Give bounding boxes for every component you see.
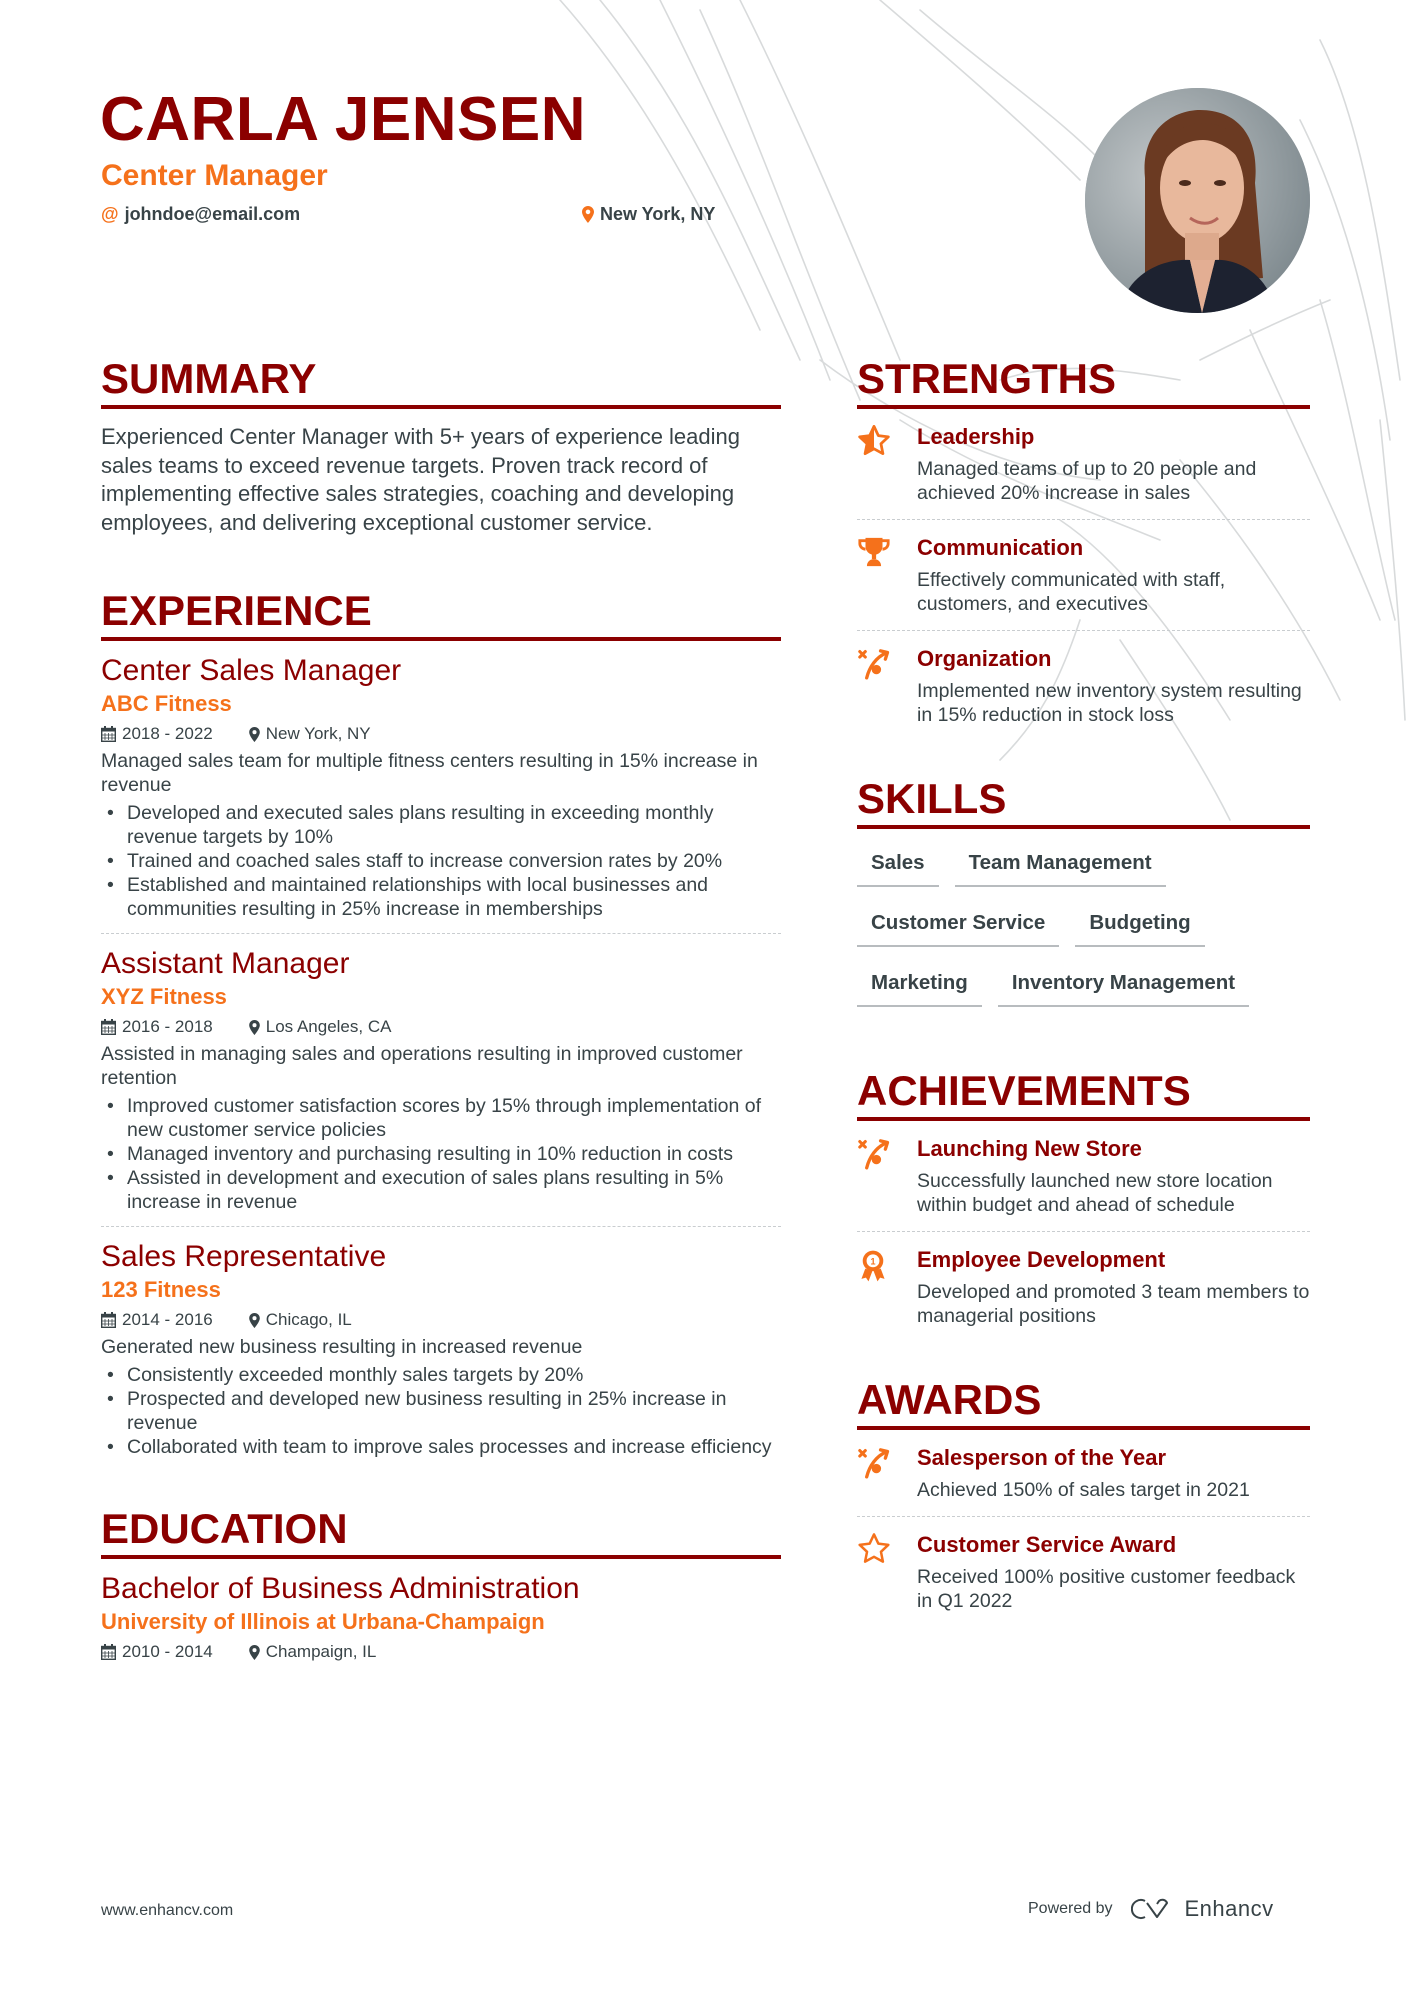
skill-tag: Sales [857, 843, 939, 887]
experience-item [101, 1227, 781, 1471]
award-description: Achieved 150% of sales target in 2021 [917, 1479, 1250, 1501]
job-dates: 2018 - 2022 [122, 724, 213, 744]
education-item [101, 1559, 781, 1679]
map-pin-icon [582, 206, 594, 223]
section-divider [857, 825, 1310, 829]
skill-tag: Inventory Management [998, 963, 1249, 1007]
strengths-section [857, 355, 1310, 741]
achievement-description: Successfully launched new store location within budget and ahead of schedule [917, 1170, 1273, 1216]
bullet-item: • Assisted in development and execution of sales plans resulting in 5% increase in revenue [101, 1166, 781, 1214]
job-role: Sales Representative [101, 1240, 387, 1274]
award-description: Received 100% positive customer feedback in Q1 2022 [917, 1566, 1296, 1612]
education-location: Champaign, IL [265, 1642, 377, 1662]
strength-description: Effectively communicated with staff, customers, and executives [917, 569, 1226, 615]
calendar-icon [101, 1019, 116, 1035]
skill-tag: Team Management [955, 843, 1166, 887]
experience-item [101, 641, 781, 934]
job-location: Chicago, IL [265, 1310, 352, 1330]
job-role: Assistant Manager [101, 947, 350, 981]
experience-section [101, 587, 781, 1471]
job-meta [101, 719, 781, 749]
summary-section [101, 355, 781, 537]
portrait-illustration [1085, 88, 1310, 313]
bullet-item: • Established and maintained relationships with local businesses and communities resulting in 25% increase in memberships [101, 873, 781, 921]
email-text: johndoe@email.com [124, 204, 301, 224]
award-item [857, 1517, 1310, 1627]
job-role: Center Sales Manager [101, 654, 402, 688]
map-pin-icon [249, 1020, 260, 1035]
star-outline-icon [857, 1533, 891, 1565]
strength-item [857, 520, 1310, 631]
job-meta [101, 1305, 781, 1335]
awards-section [857, 1376, 1310, 1627]
skill-tag: Customer Service [857, 903, 1059, 947]
skill-tag: Budgeting [1075, 903, 1204, 947]
bullet-item: • Prospected and developed new business resulting in 25% increase in revenue [101, 1387, 781, 1435]
strength-title: Leadership [917, 424, 1035, 449]
strength-description: Implemented new inventory system resulting in 15% reduction in stock loss [917, 680, 1302, 726]
award-title: Customer Service Award [917, 1532, 1177, 1557]
trophy-icon [857, 536, 891, 568]
medal-icon [857, 1248, 889, 1284]
strength-title: Communication [917, 535, 1084, 560]
bullet-item: • Improved customer satisfaction scores by 15% through implementation of new customer service policies [101, 1094, 781, 1142]
strength-title: Organization [917, 646, 1052, 671]
skills-list [857, 843, 1310, 1023]
skills-section [857, 775, 1310, 1023]
star-half-icon [857, 425, 891, 457]
skill-tag: Marketing [857, 963, 982, 1007]
experience-item [101, 934, 781, 1227]
strength-description: Managed teams of up to 20 people and achieved 20% increase in sales [917, 458, 1257, 504]
contact-email[interactable] [101, 202, 300, 226]
candidate-title: Center Manager [101, 159, 328, 192]
calendar-icon [101, 726, 116, 742]
job-location: Los Angeles, CA [265, 1017, 392, 1037]
strategy-icon [857, 1137, 893, 1171]
map-pin-icon [249, 1645, 260, 1660]
achievement-item [857, 1232, 1310, 1342]
map-pin-icon [249, 1313, 260, 1328]
job-bullets [101, 1094, 781, 1214]
education-meta [101, 1637, 781, 1667]
location-text: New York, NY [600, 204, 716, 224]
job-description: Managed sales team for multiple fitness centers resulting in 15% increase in revenue [101, 750, 758, 797]
achievement-title: Employee Development [917, 1247, 1166, 1272]
skills-heading: SKILLS [857, 775, 1007, 822]
powered-by-label: Powered by [1028, 1900, 1113, 1917]
section-divider [101, 405, 781, 409]
calendar-icon [101, 1644, 116, 1660]
map-pin-icon [249, 727, 260, 742]
enhancv-brand[interactable] [1131, 1896, 1274, 1922]
calendar-icon [101, 1312, 116, 1328]
bullet-item: • Trained and coached sales staff to increase conversion rates by 20% [101, 849, 781, 873]
job-bullets [101, 1363, 781, 1459]
strategy-icon [857, 647, 893, 681]
education-section [101, 1505, 781, 1679]
job-dates: 2014 - 2016 [122, 1310, 213, 1330]
svg-text:1: 1 [870, 1256, 876, 1267]
award-item [857, 1430, 1310, 1517]
achievement-item [857, 1121, 1310, 1232]
experience-heading: EXPERIENCE [101, 587, 372, 635]
achievement-description: Developed and promoted 3 team members to managerial positions [917, 1281, 1310, 1327]
candidate-name: CARLA JENSEN [100, 85, 586, 154]
education-dates: 2010 - 2014 [122, 1642, 213, 1662]
job-company: 123 Fitness [101, 1277, 221, 1303]
at-icon: @ [101, 204, 119, 224]
profile-photo [1085, 88, 1310, 313]
achievement-title: Launching New Store [917, 1136, 1142, 1161]
brand-name: Enhancv [1184, 1896, 1274, 1921]
job-company: XYZ Fitness [101, 984, 227, 1010]
award-title: Salesperson of the Year [917, 1445, 1167, 1470]
job-bullets [101, 801, 781, 921]
summary-heading: SUMMARY [101, 355, 317, 402]
contact-location [582, 202, 715, 226]
bullet-item: • Managed inventory and purchasing resulting in 10% reduction in costs [101, 1142, 781, 1166]
school: University of Illinois at Urbana-Champaign [101, 1609, 545, 1635]
footer-website-link[interactable]: www.enhancv.com [101, 1902, 234, 1919]
left-column [101, 355, 781, 1679]
job-location: New York, NY [265, 724, 371, 744]
summary-text: Experienced Center Manager with 5+ years of experience leading sales teams to exceed revenue targets. Proven track record of implementing effective sales strategies, coaching and developing employees, and delivering exceptional customer service. [101, 424, 740, 535]
bullet-item: • Developed and executed sales plans resulting in exceeding monthly revenue targets by 10% [101, 801, 781, 849]
strength-item [857, 409, 1310, 520]
job-description: Generated new business resulting in increased revenue [101, 1336, 583, 1359]
degree: Bachelor of Business Administration [101, 1572, 580, 1606]
job-description: Assisted in managing sales and operations resulting in improved customer retention [101, 1043, 743, 1090]
footer-powered-by [1028, 1896, 1274, 1922]
bullet-item: • Consistently exceeded monthly sales targets by 20% [101, 1363, 781, 1387]
job-company: ABC Fitness [101, 691, 232, 717]
achievements-heading: ACHIEVEMENTS [857, 1067, 1191, 1114]
enhancv-logo-icon [1131, 1897, 1177, 1921]
education-heading: EDUCATION [101, 1505, 348, 1553]
job-dates: 2016 - 2018 [122, 1017, 213, 1037]
strengths-heading: STRENGTHS [857, 355, 1117, 402]
achievements-section [857, 1067, 1310, 1342]
strategy-icon [857, 1446, 893, 1480]
strength-item [857, 631, 1310, 741]
awards-heading: AWARDS [857, 1376, 1042, 1423]
bullet-item: • Collaborated with team to improve sales processes and increase efficiency [101, 1435, 781, 1459]
job-meta [101, 1012, 781, 1042]
right-column [857, 355, 1310, 1627]
